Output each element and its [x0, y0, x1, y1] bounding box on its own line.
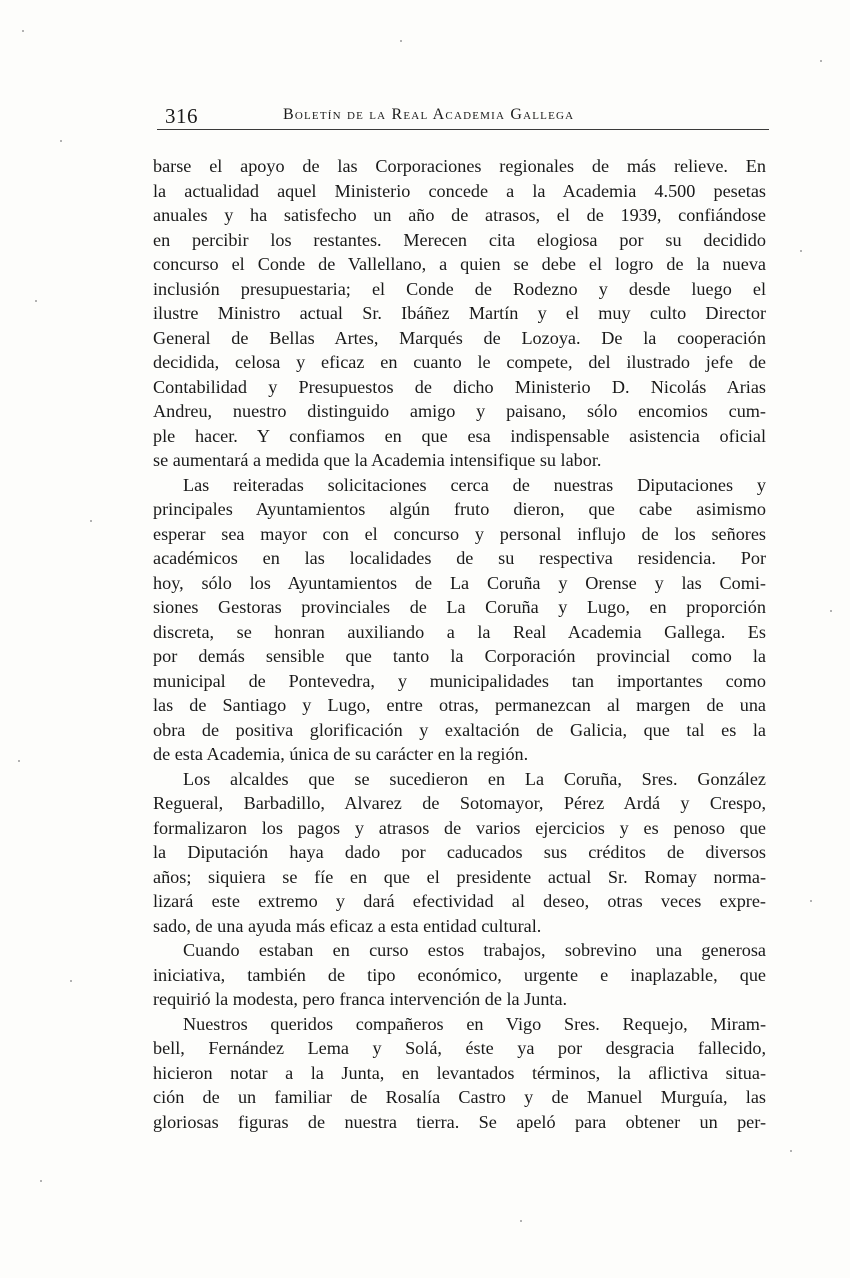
text-line: gloriosas figuras de nuestra tierra. Se apeló para obtener un per- — [153, 1111, 766, 1132]
text-line: obra de positiva glorificación y exaltación de Galicia, que tal es la — [153, 719, 766, 740]
scan-speckle — [810, 900, 812, 902]
scan-speckle — [60, 140, 62, 142]
text-line: académicos en las localidades de su respectiva residencia. Por — [153, 548, 766, 568]
scan-speckle — [18, 760, 20, 762]
page-header — [157, 100, 767, 130]
text-line: discreta, se honran auxiliando a la Real Academia Gallega. Es — [153, 621, 766, 642]
text-line: ción de un familiar de Rosalía Castro y de Manuel Murguía, las — [153, 1087, 766, 1107]
text-line: bell, Fernández Lema y Solá, éste ya por desgracia fallecido, — [153, 1038, 766, 1058]
text-line: Los alcaldes que se sucedieron en La Coruña, Sres. González — [183, 768, 766, 789]
text-line: municipal de Pontevedra, y municipalidades tan importantes como — [153, 670, 766, 691]
text-line: ple hacer. Y confiamos en que esa indispensable asistencia oficial — [153, 425, 766, 446]
text-line: requirió la modesta, pero franca intervención de la Junta. — [153, 989, 568, 1009]
scan-speckle — [520, 1220, 522, 1222]
text-line: inclusión presupuestaria; el Conde de Rodezno y desde luego el — [153, 278, 766, 299]
text-line: Cuando estaban en curso estos trabajos, sobrevino una generosa — [183, 940, 766, 960]
text-line: Contabilidad y Presupuestos de dicho Ministerio D. Nicolás Arias — [153, 376, 766, 397]
text-line: hoy, sólo los Ayuntamientos de La Coruña y Orense y las Comi- — [153, 572, 766, 593]
text-line: la Diputación haya dado por caducados sus créditos de diversos — [153, 842, 766, 862]
text-line: Andreu, nuestro distinguido amigo y paisano, sólo encomios cum- — [153, 401, 766, 421]
text-line: Las reiteradas solicitaciones cerca de nuestras Diputaciones y — [183, 474, 766, 495]
text-line: General de Bellas Artes, Marqués de Lozoya. De la cooperación — [153, 327, 766, 348]
text-line: principales Ayuntamientos algún fruto dieron, que cabe asimismo — [153, 499, 766, 519]
text-line: iniciativa, también de tipo económico, urgente e inaplazable, que — [153, 964, 766, 985]
text-line: años; siquiera se fíe en que el presidente actual Sr. Romay norma- — [153, 866, 766, 887]
page-number: 316 — [165, 104, 198, 128]
text-line: esperar sea mayor con el concurso y personal influjo de los señores — [153, 523, 766, 544]
text-line: Regueral, Barbadillo, Alvarez de Sotomayor, Pérez Ardá y Crespo, — [153, 793, 766, 813]
scan-speckle — [90, 520, 92, 522]
text-line: en percibir los restantes. Merecen cita elogiosa por su decidido — [153, 229, 766, 250]
text-line: formalizaron los pagos y atrasos de varios ejercicios y es penoso que — [153, 817, 766, 838]
scan-speckle — [800, 250, 802, 252]
text-line: las de Santiago y Lugo, entre otras, permanezcan al margen de una — [153, 695, 766, 715]
scan-speckle — [22, 30, 24, 32]
running-title: Boletín de la Real Academia Gallega — [283, 106, 575, 123]
text-line: decidida, celosa y eficaz en cuanto le compete, del ilustrado jefe de — [153, 352, 766, 372]
text-line: hicieron notar a la Junta, en levantados términos, la aflictiva situa- — [153, 1062, 766, 1083]
text-line: ilustre Ministro actual Sr. Ibáñez Martín y el muy culto Director — [153, 303, 766, 323]
text-line: siones Gestoras provinciales de La Coruña y Lugo, en proporción — [153, 597, 766, 617]
scan-speckle — [790, 1150, 792, 1152]
text-line: de esta Academia, única de su carácter en la región. — [153, 744, 529, 764]
text-line: se aumentará a medida que la Academia intensifique su labor. — [153, 450, 602, 470]
text-line: por demás sensible que tanto la Corporación provincial como la — [153, 646, 766, 666]
text-line: Nuestros queridos compañeros en Vigo Sres. Requejo, Miram- — [183, 1013, 766, 1034]
text-line: concurso el Conde de Vallellano, a quien se debe el logro de la nueva — [153, 254, 766, 274]
scan-speckle — [40, 1180, 42, 1182]
text-line: lizará este extremo y dará efectividad al deseo, otras veces expre- — [153, 891, 766, 911]
scan-speckle — [70, 980, 72, 982]
scan-speckle — [820, 60, 822, 62]
text-line: sado, de una ayuda más eficaz a esta entidad cultural. — [153, 915, 542, 936]
text-line: barse el apoyo de las Corporaciones regionales de más relieve. En — [153, 156, 766, 176]
text-line: la actualidad aquel Ministerio concede a la Academia 4.500 pesetas — [153, 180, 766, 201]
text-line: anuales y ha satisfecho un año de atrasos, el de 1939, confiándose — [153, 205, 766, 225]
scan-speckle — [400, 40, 402, 42]
scan-speckle — [35, 300, 37, 302]
scan-speckle — [830, 610, 832, 612]
body-text — [153, 154, 766, 1134]
header-rule — [157, 129, 769, 130]
